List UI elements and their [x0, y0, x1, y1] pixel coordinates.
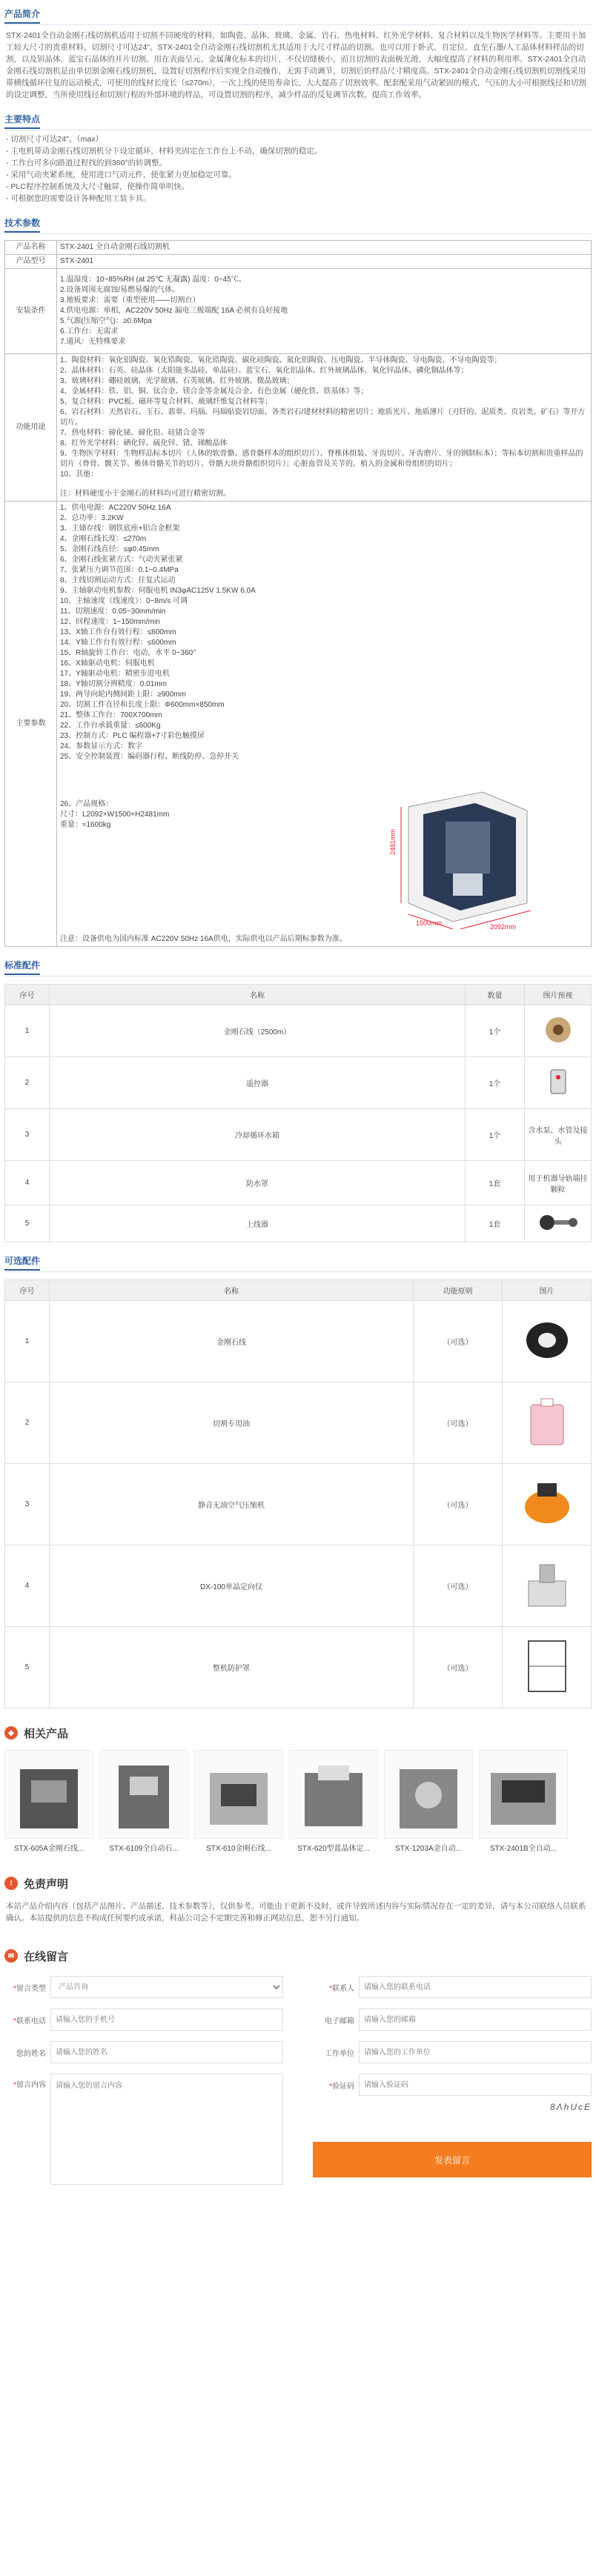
- table-row: 4 DX-100单晶定向仪 （可选）: [5, 1545, 592, 1627]
- message-title: ✉ 在线留言: [4, 1943, 592, 1968]
- standard-table: 序号 名称 数量 图片预视 1 金刚石线（2500m） 1个 2 遥控器 1个 3 冷却循环水箱 1个 含水泵、水管及接头 4 防水罩 1套 用于机器导轨端挂颗粒 5 上线器 1套: [4, 984, 592, 1242]
- wire-loader-thumbnail: [525, 1205, 592, 1242]
- related-product-card[interactable]: STX-1203A金自动...: [384, 1750, 473, 1853]
- captcha-image[interactable]: 8ΛhUcЕ: [549, 2102, 592, 2112]
- install-conditions: 1.温湿度：10~85%RH (at 25℃ 无凝露) 温度：0~45℃。 2.设备周围无腐蚀/易燃易爆的气体。 3.地板要求：需要（重型使用——切割台） 4.供电电源：单相，AC220V 50Hz 漏电三极端配 16A 必须有良好接地 5.气源(压缩空气)：≥0.6Mpa 6.工作台：无需求 7.通风：无特殊要求: [57, 269, 592, 354]
- oil-can-thumbnail: [503, 1382, 592, 1464]
- main-params: 1、供电电源：AC220V 50Hz 16A 2、总功率：3.2KW 3、主储存线：钢铁底座+铝合金框架 4、金刚石线长度：≤270m 5、金刚石线直径：≤φ0.45mm 6、金刚石线张紧方式：气动夹紧张紧 7、张紧压力调节范围：0.1~0.4MPa 8、主线切割运动方式：往复式运动 9、主轴驱动电机参数：伺服电机 IN3φAC125V 1.5KW 6.0A 10、主轴速度（线速度）：0~8m/s 可调 11、切割速度：0.05~30mm/min 12、回程速度：1~150mm/min 13、X轴工作台有效行程：≤600mm 14、Y轴工作台有效行程：≤600mm 15、R轴旋转工作台：电动，水平 0~360° 16、X轴驱动电机：伺服电机 17、Y轴驱动电机：精密步进电机 18、Y轴切割分辨精度：0.01mm 19、两导向轮内侧间距上限：≥900mm 20、切割工件直径和长度上限：Φ600mm×850mm 21、整体工作台：700X700mm 22、工作台承载重量：≤600Kg 23、控制方式：PLC 编程器+7寸彩色触摸屏 24、参数显示方式：数字 25、安全控制装置：编码器行程、断线防停、急停开关 2481mm 1500mm 2092mm 26、产品规格： 尺寸：L2092×W1500×H2481mm 重量：≈1600kg 注意：设备供电为国内标准 AC220V 50Hz 16A供电，实际供电以产品后期标参数为准。: [57, 502, 592, 947]
- related-product-card[interactable]: STX-2401B全自动...: [479, 1750, 568, 1853]
- message-form: *留言类型 产品咨询 *联系人 请输入您的联系电话 *联系电话 请输入您的手机号 电子邮箱 请输入您的邮箱 您的姓名 请输入您的姓名 工作单位 请输入您的工作单位 *留言内容 请输入您的留言内容 *验证码 请输入验证码 8ΛhUcЕ 发表留言: [4, 1976, 592, 2185]
- cover-frame-thumbnail: [503, 1627, 592, 1708]
- compressor-thumbnail: [503, 1464, 592, 1545]
- standard-section-title: 标准配件: [4, 957, 592, 976]
- feature-item: - 主电机带动金刚石线切割机分下设定循环，材料夹固定在工作台上不动，确保切割的稳定。: [6, 147, 322, 156]
- svg-text:2092mm: 2092mm: [490, 923, 517, 931]
- feature-item: - 可根据您的需要设计各种配用工装卡具。: [6, 194, 151, 203]
- table-row: 5 整机防护罩 （可选）: [5, 1627, 592, 1708]
- orientation-instrument-thumbnail: [503, 1545, 592, 1627]
- table-row: 1 金刚石线 （可选）: [5, 1301, 592, 1382]
- related-product-card[interactable]: STX-620型蓝晶体定...: [289, 1750, 378, 1853]
- feature-item: - 采用气动夹紧系统，使用进口气动元件，使张紧力更加稳定可靠。: [6, 170, 236, 179]
- disclaimer-title: ! 免责声明: [4, 1871, 592, 1896]
- main-params-label: 主要参数: [5, 502, 57, 947]
- table-row: 5 上线器 1套: [5, 1205, 592, 1242]
- optional-section-title: 可选配件: [4, 1253, 592, 1272]
- related-product-card[interactable]: STX-610金刚石线...: [194, 1750, 283, 1853]
- features-list: [4, 130, 592, 209]
- function-label: 功能用途: [5, 354, 57, 502]
- table-row: 4 防水罩 1套 用于机器导轨端挂颗粒: [5, 1161, 592, 1205]
- table-row: 3 静音无油空气压缩机 （可选）: [5, 1464, 592, 1545]
- intro-section-title: 产品简介: [4, 6, 592, 25]
- install-label: 安装条件: [5, 269, 57, 354]
- table-row: 2 切割专用油 （可选）: [5, 1382, 592, 1464]
- name-input[interactable]: [50, 2041, 283, 2063]
- params-section-title: 技术参数: [4, 215, 592, 234]
- contact-input[interactable]: [359, 1976, 592, 1998]
- product-model-value: STX-2401: [57, 255, 592, 269]
- product-name-value: STX-2401 全自动金刚石线切割机: [57, 241, 592, 255]
- captcha-input[interactable]: [359, 2074, 592, 2096]
- message-icon: ✉: [4, 1949, 18, 1963]
- feature-item: - PLC程序控制系统及大尺寸触屏，使操作简单明快。: [6, 182, 190, 191]
- wire-spool-thumbnail: [525, 1005, 592, 1057]
- email-input[interactable]: [359, 2008, 592, 2031]
- remote-thumbnail: [525, 1057, 592, 1109]
- related-title: ◆ 相关产品: [4, 1720, 592, 1745]
- features-section-title: 主要特点: [4, 111, 592, 130]
- submit-button[interactable]: 发表留言: [313, 2142, 592, 2177]
- related-products: [4, 1750, 592, 1853]
- table-row: 1 金刚石线（2500m） 1个: [5, 1005, 592, 1057]
- product-name-label: 产品名称: [5, 241, 57, 255]
- table-row: 2 遥控器 1个: [5, 1057, 592, 1109]
- table-row: 3 冷却循环水箱 1个 含水泵、水管及接头: [5, 1109, 592, 1161]
- related-product-card[interactable]: STX-605A金刚石线...: [4, 1750, 93, 1853]
- disclaimer-text: 本站产品介绍内容（包括产品图片、产品描述、技术参数等），仅供参考。可能由于更新不及时，或许导致所述内容与实际情况存在一定的差异，请与本公司联络人员联系确认。本站提供的信息不构成任何要约或承诺，科晶公司会不定期完善和修正网站信息，恕不另行通知。: [6, 1902, 586, 1923]
- function-uses: 1、陶瓷材料：氧化铝陶瓷、氧化锆陶瓷、氧化锆陶瓷、碳化硅陶瓷、氮化铝陶瓷、压电陶瓷、半导体陶瓷、导电陶瓷、不导电陶瓷等； 2、晶体材料：石英、硅晶体（太阳能多晶硅、单晶硅）、蓝宝石、氧化铝晶体、红外玻璃晶体、氧化锌晶体、磷化铟晶体等； 3、玻璃材料：硼硅玻璃、光学玻璃、石英玻璃、红外玻璃、微晶玻璃； 4、金属材料：铁、铝、铜、钛合金、镁合金等金属及合金、有色金属（硬化铁、铁基体）等； 5、复合材料：PVC板、磁环等复合材料、玻璃纤维复合材料等； 6、岩石材料：天然岩石、玉石、翡翠、玛瑙、玛瑙贴瓷岩切面、各类岩石/建材材料的精密切片；地质光片、地质薄片（刃钎的、泥质类、页岩类、矿石）等开方切片。 7、热电材料：碲化铋、碲化铅、硅锗合金等 8、红外光学材料：硒化锌、硫化锌、锗、锑酸晶体 9、生物医学材料：生物样品标本切片（人体的软骨骼、感骨骼样本的组织切片）、脊椎体组装、牙齿切片、牙齿磨片、牙的钢制标本）；等标本切割和贵重样品的切片（脊骨、髋关节、椎体骨骼关节的切片、骨骼大块骨骼组织切片）；心脏血管及关节的。植入的金属和骨组织的切片； 10、其他： 注：材料硬度小于金刚石的材料均可进行精密切割。: [57, 354, 592, 502]
- params-footnote: 注意：设备供电为国内标准 AC220V 50Hz 16A供电，实际供电以产品后期标参数为准。: [60, 935, 347, 943]
- phone-input[interactable]: [50, 2008, 283, 2031]
- message-textarea[interactable]: [50, 2074, 283, 2185]
- intro-text: STX-2401全自动金刚石线切割机适用于切割不同硬度的材料，如陶瓷、晶体、玻璃、金属、岩石、热电材料、红外光学材料、复合材料以及生物医学材料等。主要用于加工较大尺寸的贵重材料，切割尺寸可达24"。STX-2401全自动金刚石线切割机尤其适用于大尺寸样品的切割。也可以用于卧式、自定位、直至石墨/人工晶体材料样品的切割，以及钽晶体、蓝宝石晶体的开片切割，用在表面呈元、金属薄化标本的切片，不仅切缝极小，而且切割的表面极光滑，大幅度提高了材料的利用率。STX-2401全自动金刚石线切割机是由单切割金刚石线切割机，设置好切割程序后实现全自动操作，无需手动调节，切割后的样品尺寸精度高。STX-2401全自动金刚石线切割机切割线采用带横线循环往复的运动模式，可使用的线材长度长（≤270m），一次上线的使用寿命长，大大提高了切割效率。配套配采用气动紧固的模式，气压的大小可根据线径和切割的设定调整，当所使用线径和切割行程的外部环境的样品，可设置切割的程序，减少样品的反复调节次数，提高工作效率。: [6, 31, 586, 99]
- feature-item: - 工作台可多向路道过程找的到360°的转调整。: [6, 159, 168, 167]
- params-table: [4, 240, 592, 947]
- company-input[interactable]: [359, 2041, 592, 2063]
- svg-text:2481mm: 2481mm: [389, 828, 397, 855]
- wire-roll-thumbnail: [503, 1301, 592, 1382]
- product-model-label: 产品型号: [5, 255, 57, 269]
- related-product-card[interactable]: STX-6109全自动石...: [99, 1750, 188, 1853]
- svg-text:1500mm: 1500mm: [416, 919, 443, 927]
- disclaimer-icon: !: [4, 1877, 18, 1890]
- feature-item: - 切割尺寸可达24"。（max）: [6, 135, 103, 144]
- optional-table: 序号 名称 功能原则 图片 1 金刚石线 （可选） 2 切割专用油 （可选） 3 静音无油空气压缩机 （可选） 4 DX-100单晶定向仪 （可选） 5 整机防护罩 （可选）: [4, 1279, 592, 1708]
- message-type-select[interactable]: [50, 1976, 283, 1998]
- related-icon: ◆: [4, 1726, 18, 1740]
